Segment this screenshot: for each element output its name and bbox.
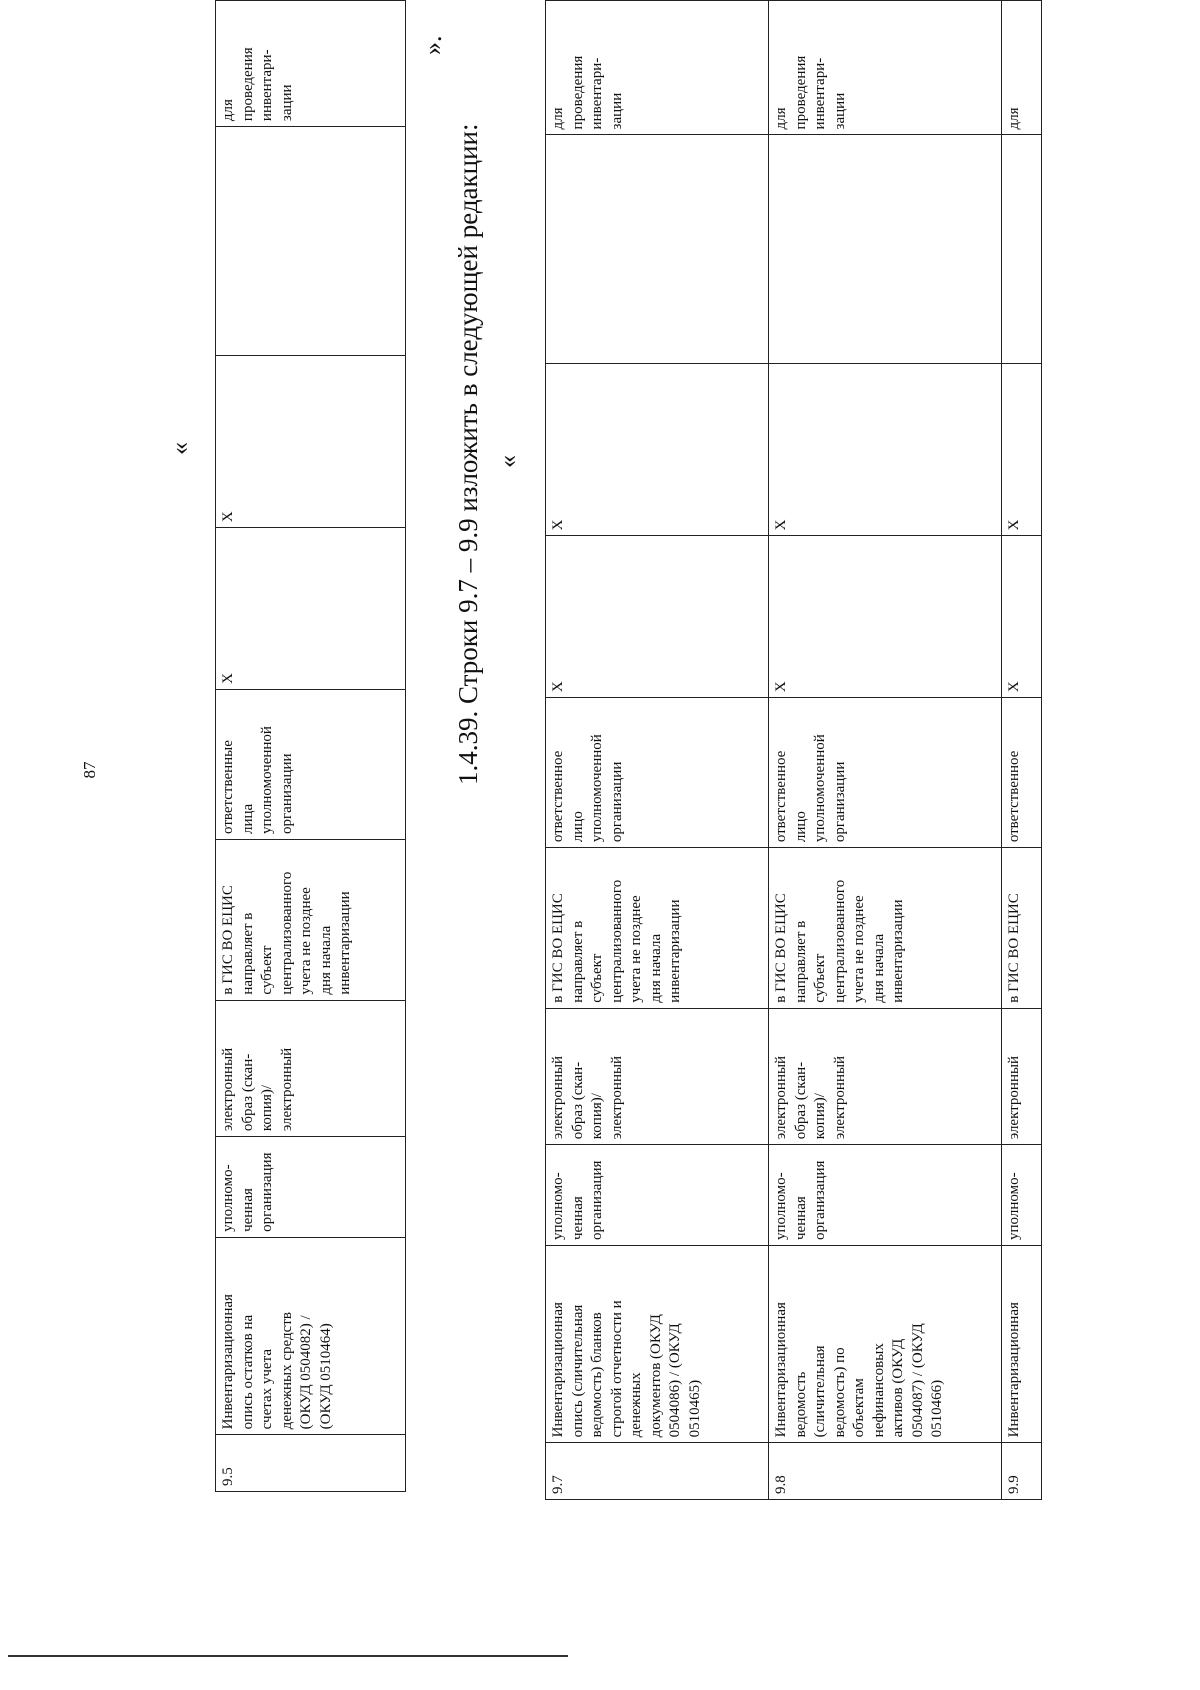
organization-cell: уполномо-	[1002, 1145, 1042, 1246]
document-name-cell: Инвентаризационная опись остатков на счетах учета денежных средств (ОКУД 0504082) / (ОКУД 0510464)	[216, 1237, 406, 1434]
x-mark-cell: X	[1002, 364, 1042, 536]
organization-cell: уполномо- ченная организация	[216, 1137, 406, 1238]
purpose-cell: для проведения инвентари- зации	[216, 1, 406, 127]
form-cell: электронный образ (скан- копия)/ электронный	[546, 1008, 769, 1144]
form-cell: электронный образ (скан- копия)/ электронный	[216, 1000, 406, 1137]
close-quote: ».	[418, 35, 447, 55]
table-row	[216, 1, 406, 1492]
responsible-cell: ответственное лицо уполномоченной организации	[546, 698, 769, 848]
organization-cell: уполномо- ченная организация	[769, 1145, 1002, 1246]
bottom-rule	[8, 1655, 568, 1657]
table-one	[215, 0, 406, 1492]
document-name-cell: Инвентаризационная	[1002, 1245, 1042, 1442]
x-mark-cell: X	[1002, 536, 1042, 698]
action-cell: в ГИС ВО ЕЦИС	[1002, 848, 1042, 1009]
x-mark-cell: X	[546, 536, 769, 698]
empty-cell	[546, 135, 769, 364]
row-number-cell: 9.7	[546, 1443, 769, 1500]
action-cell: в ГИС ВО ЕЦИС направляет в субъект централизованного учета не позднее дня начала инвентаризации	[769, 848, 1002, 1009]
purpose-cell: для проведения инвентари- зации	[769, 1, 1002, 135]
table-row	[1002, 1, 1042, 1500]
x-mark-cell: X	[216, 355, 406, 527]
row-number-cell: 9.5	[216, 1435, 406, 1492]
document-name-cell: Инвентаризационная ведомость (сличительная ведомость) по объектам нефинансовых активов (ОКУД 0504087) / (ОКУД 0510466)	[769, 1245, 1002, 1442]
purpose-cell: для проведения инвентари- зации	[546, 1, 769, 135]
action-cell: в ГИС ВО ЕЦИС направляет в субъект централизованного учета не позднее дня начала инвентаризации	[216, 839, 406, 1000]
empty-cell	[1002, 135, 1042, 364]
page-number: 87	[80, 761, 99, 779]
row-number-cell: 9.8	[769, 1443, 1002, 1500]
document-name-cell: Инвентаризационная опись (сличительная ведомость) бланков строгой отчетности и денежных документов (ОКУД 0504086) / (ОКУД 0510465)	[546, 1245, 769, 1442]
open-quote: «	[493, 455, 522, 468]
responsible-cell: ответственное	[1002, 698, 1042, 848]
row-number-cell: 9.9	[1002, 1443, 1042, 1500]
table-row	[546, 1, 769, 1500]
table-row	[769, 1, 1002, 1500]
x-mark-cell: X	[769, 536, 1002, 698]
form-cell: электронный	[1002, 1008, 1042, 1144]
responsible-cell: ответственное лицо уполномоченной организации	[769, 698, 1002, 848]
purpose-cell: для	[1002, 1, 1042, 135]
open-quote: «	[165, 442, 194, 455]
amendment-heading: 1.4.39. Строки 9.7 – 9.9 изложить в следующей редакции:	[453, 123, 483, 785]
empty-cell	[769, 135, 1002, 364]
x-mark-cell: X	[216, 528, 406, 690]
organization-cell: уполномо- ченная организация	[546, 1145, 769, 1246]
table-two	[545, 0, 1042, 1500]
empty-cell	[216, 127, 406, 356]
x-mark-cell: X	[546, 364, 769, 536]
x-mark-cell: X	[769, 364, 1002, 536]
action-cell: в ГИС ВО ЕЦИС направляет в субъект централизованного учета не позднее дня начала инвентаризации	[546, 848, 769, 1009]
responsible-cell: ответственные лица уполномоченной организации	[216, 689, 406, 839]
form-cell: электронный образ (скан- копия)/ электронный	[769, 1008, 1002, 1144]
